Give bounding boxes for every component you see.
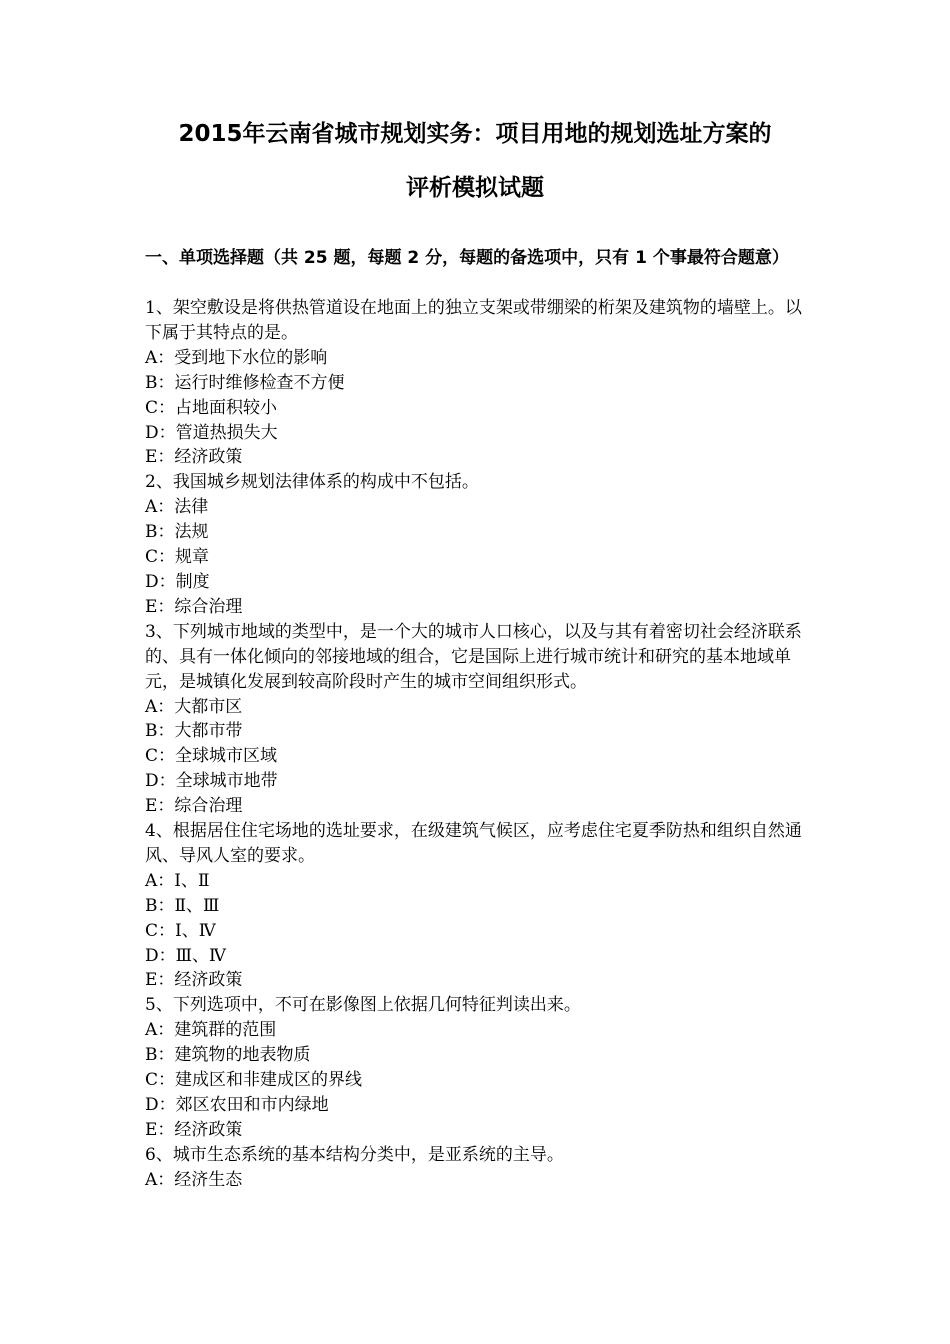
answer-option: E：综合治理 bbox=[145, 596, 243, 617]
answer-option: E：经济政策 bbox=[145, 1119, 243, 1140]
answer-option: C：全球城市区域 bbox=[145, 746, 278, 767]
document-title-line-2: 评析模拟试题 bbox=[406, 175, 544, 201]
answer-option: A：大都市区 bbox=[145, 696, 243, 717]
answer-option: D：郊区农田和市内绿地 bbox=[145, 1095, 329, 1115]
question-stem: 2、我国城乡规划法律体系的构成中不包括。 bbox=[145, 472, 479, 493]
answer-option: B：Ⅱ、Ⅲ bbox=[145, 895, 220, 916]
question-5 bbox=[145, 993, 813, 1142]
answer-option: B：建筑物的地表物质 bbox=[145, 1045, 311, 1066]
answer-option: D：全球城市地带 bbox=[145, 771, 278, 792]
answer-option: A：建筑群的范围 bbox=[145, 1020, 277, 1041]
question-list bbox=[145, 296, 813, 1193]
answer-option: D：Ⅲ、Ⅳ bbox=[145, 945, 227, 966]
question-1 bbox=[145, 296, 813, 470]
question-4 bbox=[145, 819, 813, 993]
answer-option: C：Ⅰ、Ⅳ bbox=[145, 920, 216, 941]
document-title-line-1: 2015年云南省城市规划实务：项目用地的规划选址方案的 bbox=[178, 121, 772, 147]
question-stem: 3、下列城市地域的类型中，是一个大的城市人口核心，以及与其有着密切社会经济联系的、具有一体化倾向的邻接地域的组合，它是国际上进行城市统计和研究的基本地域单元，是城镇化发展到较高阶段时产生的城市空间组织形式。 bbox=[145, 621, 802, 692]
question-stem: 4、根据居住住宅场地的选址要求，在级建筑气候区，应考虑住宅夏季防热和组织自然通风、导风人室的要求。 bbox=[145, 821, 802, 866]
answer-option: E：综合治理 bbox=[145, 796, 243, 817]
answer-option: C：占地面积较小 bbox=[145, 397, 278, 418]
answer-option: B：法规 bbox=[145, 522, 209, 543]
answer-option: A：受到地下水位的影响 bbox=[145, 347, 328, 368]
question-stem: 1、架空敷设是将供热管道设在地面上的独立支架或带绷梁的桁架及建筑物的墙壁上。以下属于其特点的是。 bbox=[145, 298, 802, 343]
section-heading: 一、单项选择题（共 25 题，每题 2 分，每题的备选项中，只有 1 个事最符合题意） bbox=[145, 248, 789, 268]
question-stem: 5、下列选项中，不可在影像图上依据几何特征判读出来。 bbox=[145, 995, 581, 1016]
answer-option: A：Ⅰ、Ⅱ bbox=[145, 870, 210, 891]
answer-option: E：经济政策 bbox=[145, 970, 243, 991]
answer-option: B：大都市带 bbox=[145, 721, 243, 742]
question-2 bbox=[145, 470, 813, 619]
answer-option: C：建成区和非建成区的界线 bbox=[145, 1070, 363, 1091]
answer-option: B：运行时维修检查不方便 bbox=[145, 372, 345, 393]
question-6 bbox=[145, 1143, 813, 1193]
answer-option: D：管道热损失大 bbox=[145, 422, 278, 443]
answer-option: C：规章 bbox=[145, 547, 210, 568]
question-stem: 6、城市生态系统的基本结构分类中，是亚系统的主导。 bbox=[145, 1144, 564, 1165]
answer-option: A：法律 bbox=[145, 497, 209, 518]
answer-option: D：制度 bbox=[145, 571, 210, 592]
answer-option: E：经济政策 bbox=[145, 447, 243, 468]
question-3 bbox=[145, 620, 813, 819]
answer-option: A：经济生态 bbox=[145, 1169, 243, 1190]
